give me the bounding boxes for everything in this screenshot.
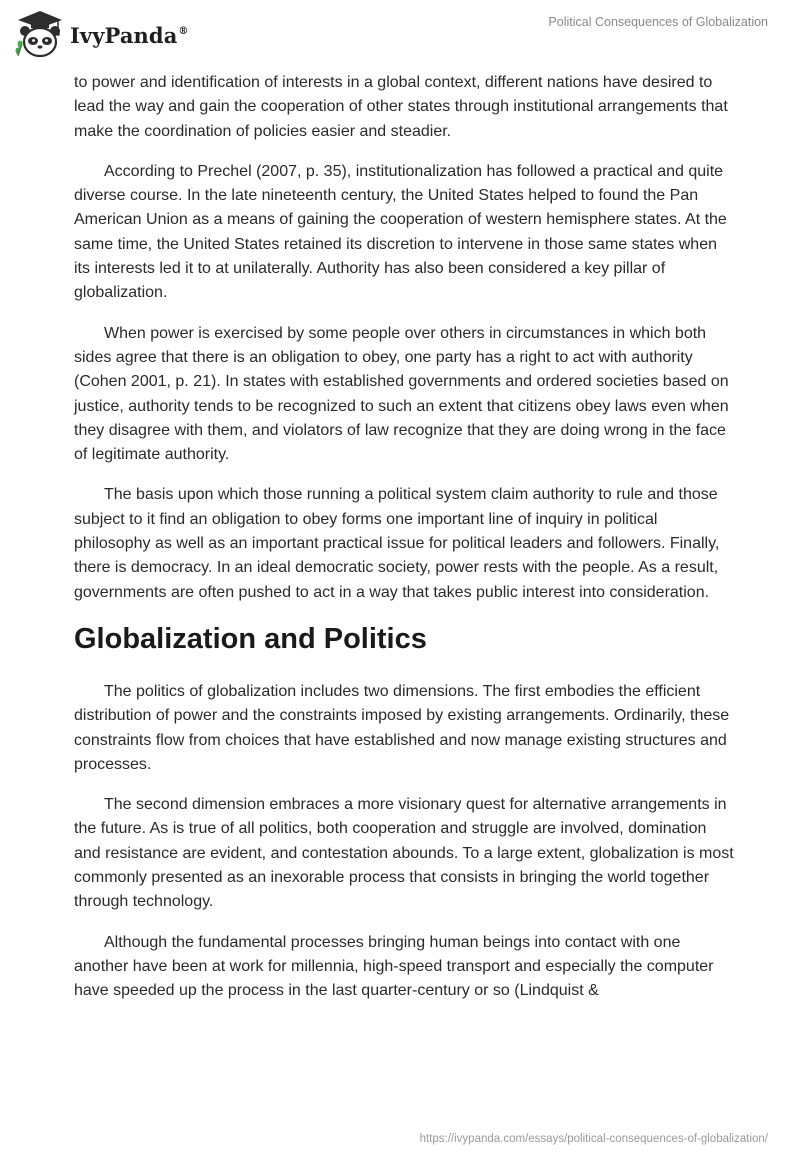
paragraph: Although the fundamental processes bringing human beings into contact with one another have been at work for millennia, high-speed transport and especially the computer have speeded up the process in the last quarter-century or so (Lindquist & [74,933,714,1000]
registered-mark: ® [178,25,189,37]
panda-graduate-icon [14,9,66,59]
paragraph: When power is exercised by some people over others in circumstances in which both sides agree that there is an obligation to obey, one party has a right to act with authority (Cohen 2001, p. 21). In states with established governments and ordered societies based on justice, authority tends to be recognized to such an extent that citizens obey laws even when they disagree with them, and violators of law recognize that they are doing wrong in the face of legitimate authority. [74,324,729,464]
source-url-link[interactable]: https://ivypanda.com/essays/political-consequences-of-globalization/ [419,1133,768,1145]
paragraph: According to Prechel (2007, p. 35), institutionalization has followed a practical and quite diverse course. In the late nineteenth century, the United States helped to found the Pan American Union as a means of gaining the cooperation of western hemisphere states. At the same time, the United States retained its discretion to intervene in those same states when its interests led it to at unilaterally. Authority has also been considered a key pillar of globalization. [74,162,727,302]
paragraph: to power and identification of interests in a global context, different nations have desired to lead the way and gain the cooperation of other states through institutional arrangements that make the coordination of policies easier and steadier. [74,74,728,140]
paragraph: The politics of globalization includes two dimensions. The first embodies the efficient distribution of power and the constraints imposed by existing arrangements. Ordinarily, these constraints flow from choices that have established and now manage existing structures and processes. [74,682,730,773]
essay-content [74,71,734,1020]
paragraph: The basis upon which those running a political system claim authority to rule and those subject to it find an obligation to obey forms one important line of inquiry in political philosophy as well as an important practical issue for political leaders and followers. Finally, there is democracy. In an ideal democratic society, power rests with the people. As a result, governments are often pushed to act in a way that takes public interest into consideration. [74,486,720,601]
brand-name [70,23,189,48]
page-header [0,0,800,64]
running-title: Political Consequences of Globalization [548,15,768,29]
paragraph: The second dimension embraces a more visionary quest for alternative arrangements in the future. As is true of all politics, both cooperation and struggle are involved, domination and resistance are evident, and contestation abounds. To a large extent, globalization is most commonly presented as an inexorable process that consists in bringing the world together through technology. [74,796,734,911]
ivypanda-logo[interactable] [14,9,189,59]
section-heading: Globalization and Politics [74,622,427,655]
brand-text: IvyPanda [70,22,178,48]
